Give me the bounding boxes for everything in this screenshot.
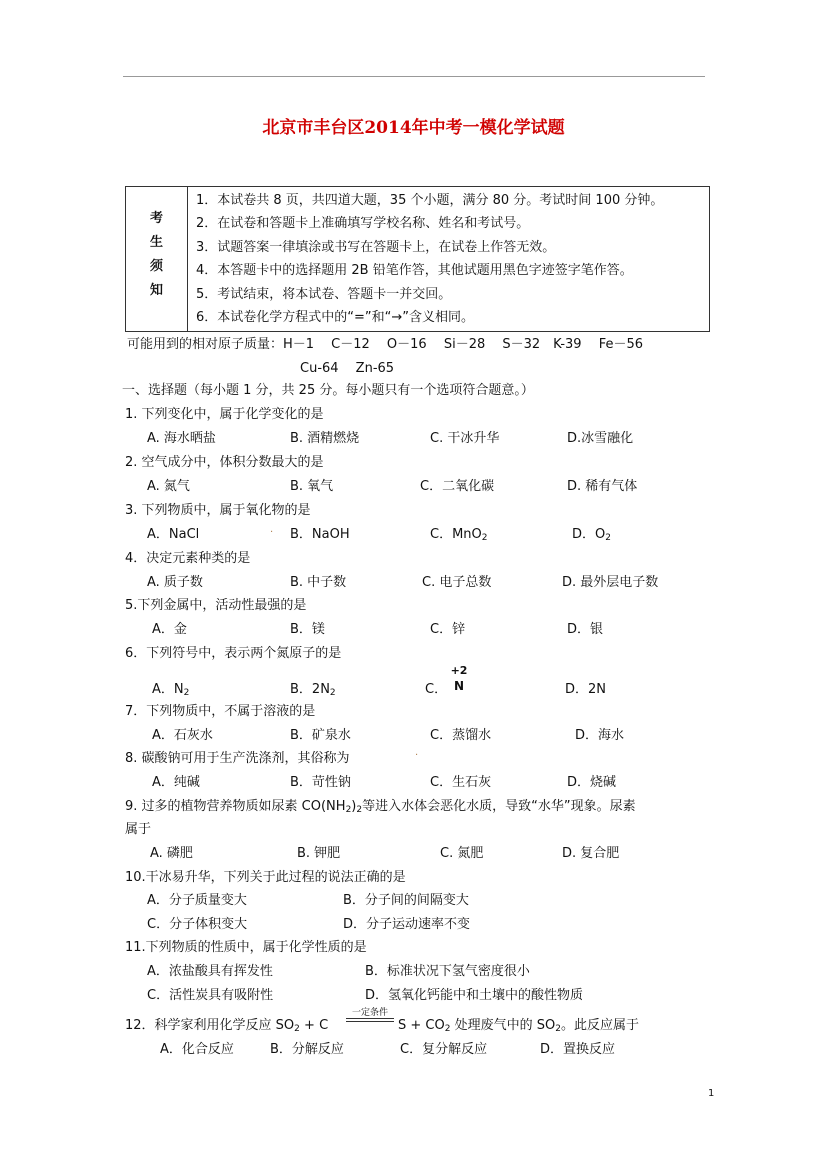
option-a: A．金 [152, 622, 187, 637]
question-stem: 4．决定元素种类的是 [125, 551, 251, 566]
subscript: 2 [183, 688, 190, 698]
option-c: C．生石灰 [430, 775, 492, 790]
option-c: C．分子体积变大 [147, 917, 248, 932]
option-d-text: D．O [572, 527, 606, 542]
option-d: D．分子运动速率不变 [343, 917, 471, 932]
option-c: C．活性炭具有吸附性 [147, 988, 274, 1003]
notice-rule: 4．本答题卡中的选择题用 2B 铅笔作答，其他试题用黑色字迹签字笔作答。 [196, 263, 633, 279]
exam-notice-table [125, 186, 710, 332]
stem-text: 等进入水体会恶化水质，导致“水华”现象。尿素 [362, 799, 636, 814]
option-d: D．海水 [575, 728, 625, 743]
stem-text: 处理废气中的 SO [450, 1018, 556, 1033]
stem-text: ) [351, 799, 357, 814]
stem-text: 。此反应属于 [560, 1018, 639, 1033]
notice-label [126, 187, 188, 332]
notice-label-char: 知 [149, 283, 163, 298]
option-b: B．苛性钠 [290, 775, 351, 790]
subscript: 2 [356, 805, 363, 815]
notice-rule: 2．在试卷和答题卡上准确填写学校名称、姓名和考试号。 [196, 216, 530, 232]
option-d: D．氢氧化钙能中和土壤中的酸性物质 [365, 988, 584, 1003]
option-b: B．矿泉水 [290, 728, 351, 743]
page-title: 北京市丰台区2014年中考一模化学试题 [262, 118, 565, 138]
notice-label-char: 须 [149, 259, 163, 274]
notice-rule: 1．本试卷共 8 页，共四道大题，35 个小题，满分 80 分。考试时间 100 分钟。 [196, 193, 664, 208]
option-b-text: B．2N [290, 682, 330, 697]
option-c: C．锌 [430, 622, 466, 637]
option-b: B．标准状况下氢气密度很小 [365, 964, 530, 979]
option-c: C．二氧化碳 [420, 479, 495, 494]
option-b: B．镁 [290, 622, 325, 637]
option-d: D. 稀有气体 [567, 479, 638, 494]
option-b: B．分解反应 [270, 1042, 344, 1057]
header-rule [123, 76, 705, 77]
stray-mark: · [415, 750, 419, 761]
notice-label-char: 考 [149, 211, 163, 226]
notice-rule: 5．考试结束，将本试卷、答题卡一并交回。 [196, 286, 452, 302]
option-c: C. 氮肥 [440, 846, 484, 861]
question-stem: 3. 下列物质中，属于氧化物的是 [125, 503, 311, 518]
option-a-text: A．N [152, 682, 184, 697]
subscript: 2 [444, 1024, 451, 1034]
option-c-text: C．MnO [430, 527, 482, 542]
option-a: A．石灰水 [152, 728, 213, 743]
reaction-equals-sign [346, 1018, 394, 1022]
option-b: B．NaOH [290, 527, 350, 542]
reaction-products [398, 1014, 639, 1034]
option-a: A. 磷肥 [150, 846, 193, 861]
option-a: A．纯碱 [152, 775, 200, 790]
element-symbol: N [453, 679, 465, 693]
option-c: C． [425, 682, 448, 697]
subscript: 2 [294, 1024, 300, 1034]
option-a: A．化合反应 [160, 1042, 234, 1057]
atomic-masses-line1: 可能用到的相对原子质量：H－1 C－12 O－16 Si－28 S－32 K-39 Fe－56 [127, 337, 644, 352]
reaction-condition: 一定条件 [351, 1008, 388, 1018]
option-d: D．银 [567, 622, 604, 637]
question-stem: 2. 空气成分中，体积分数最大的是 [125, 455, 324, 470]
question-stem: 5.下列金属中，活动性最强的是 [125, 598, 307, 613]
option-b: B. 钾肥 [297, 846, 341, 861]
option-d: D．置换反应 [540, 1042, 616, 1057]
option-a: A．NaCl [147, 527, 200, 542]
question-stem [125, 795, 636, 815]
option-c: C．复分解反应 [400, 1042, 488, 1057]
stray-mark: · [270, 527, 274, 538]
question-stem [125, 1014, 328, 1034]
notice-rules [188, 187, 710, 332]
subscript: 2 [481, 533, 488, 543]
option-d: D．2N [565, 682, 607, 697]
subscript: 2 [605, 533, 611, 543]
option-a: A．分子质量变大 [147, 893, 247, 908]
option-d: D.冰雪融化 [567, 431, 634, 446]
option-b: B．分子间的间隔变大 [343, 893, 469, 908]
question-stem: 1. 下列变化中，属于化学变化的是 [125, 407, 324, 422]
question-stem: 10.干冰易升华，下列关于此过程的说法正确的是 [125, 870, 406, 885]
subscript: 2 [555, 1024, 561, 1034]
question-stem: 6．下列符号中，表示两个氮原子的是 [125, 646, 342, 661]
subscript: 2 [345, 805, 352, 815]
stem-text: S + CO [398, 1018, 445, 1033]
atomic-masses-line2: Cu-64 Zn-65 [300, 361, 395, 376]
option-d: D．烧碱 [567, 775, 617, 790]
option-b: B. 氧气 [290, 479, 334, 494]
option-b: B. 酒精燃烧 [290, 431, 360, 446]
option-d [572, 523, 611, 543]
option-c: C. 干冰升华 [430, 431, 500, 446]
valence-mark: +2 [450, 664, 468, 677]
option-a: A．浓盐酸具有挥发性 [147, 964, 273, 979]
section-title: 一、选择题（每小题 1 分，共 25 分。每小题只有一个选项符合题意。） [122, 383, 534, 398]
subscript: 2 [329, 688, 336, 698]
stem-text: 9. 过多的植物营养物质如尿素 CO(NH [125, 799, 346, 814]
page-number: 1 [708, 1088, 715, 1099]
option-a: A. 氮气 [147, 479, 190, 494]
option-a: A. 海水晒盐 [147, 431, 216, 446]
option-d: D. 最外层电子数 [562, 575, 659, 590]
question-stem-continued: 属于 [125, 822, 152, 837]
option-a: A. 质子数 [147, 575, 203, 590]
question-stem: 7．下列物质中，不属于溶液的是 [125, 704, 316, 719]
option-a [152, 678, 189, 698]
stem-text: + C [299, 1018, 329, 1033]
option-b [290, 678, 336, 698]
option-d: D. 复合肥 [562, 846, 620, 861]
option-c [430, 523, 488, 543]
notice-rule: 6．本试卷化学方程式中的“=”和“→”含义相同。 [196, 309, 474, 325]
option-c: C. 电子总数 [422, 575, 492, 590]
question-stem: 8. 碳酸钠可用于生产洗涤剂，其俗称为 [125, 751, 350, 766]
notice-rule: 3．试题答案一律填涂或书写在答题卡上，在试卷上作答无效。 [196, 239, 556, 255]
stem-text: 12．科学家利用化学反应 SO [125, 1018, 295, 1033]
option-c: C．蒸馏水 [430, 728, 492, 743]
notice-label-char: 生 [149, 235, 163, 250]
question-stem: 11.下列物质的性质中，属于化学性质的是 [125, 940, 367, 955]
option-b: B. 中子数 [290, 575, 347, 590]
